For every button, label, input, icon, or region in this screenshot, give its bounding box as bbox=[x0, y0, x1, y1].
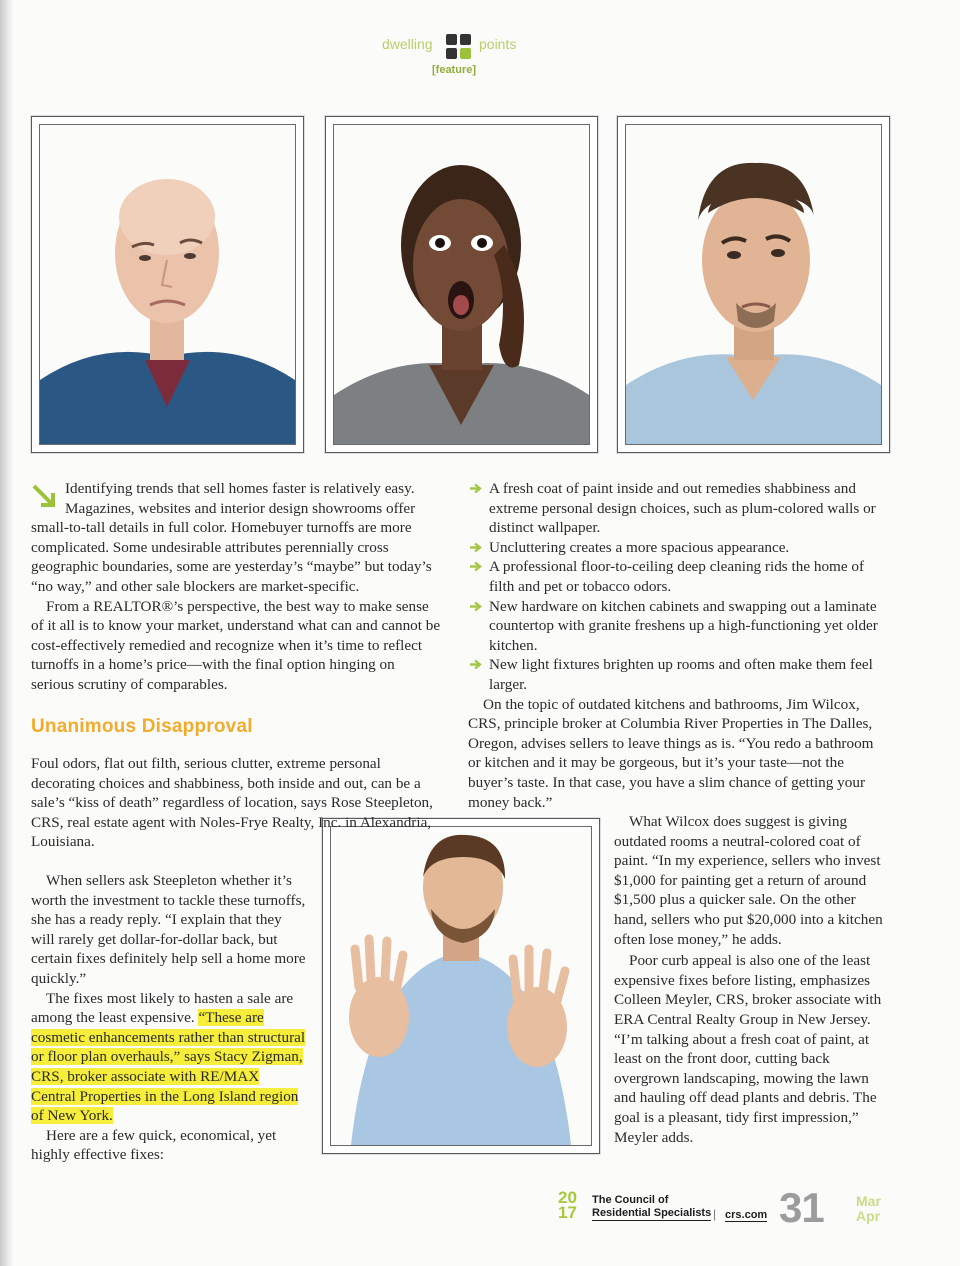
right-column bbox=[468, 479, 888, 812]
brand-right-text: points bbox=[479, 36, 517, 52]
footer-year-top: 20 bbox=[558, 1188, 577, 1207]
para-wilcox-suggest: What Wilcox does suggest is giving outdated rooms a neutral-colored coat of paint. “In my experience, sellers who invest $1,000 for painting get a return of around $1,500 plus a quicker sale. On the other hand, sellers who put $20,000 into a kitchen often lose money,” he adds. bbox=[614, 813, 883, 948]
man-rejecting-photo bbox=[331, 827, 591, 1145]
arrow-down-right-icon bbox=[31, 483, 59, 511]
surprised-woman-photo-frame bbox=[325, 116, 598, 453]
arrow-right-icon bbox=[469, 483, 483, 494]
highlighted-quote: “These are cosmetic enhancements rather than structural or floor plan overhauls,” says Stacy Zigman, CRS, broker associate with RE/MAX Central Properties in the Long Island region of New York. bbox=[31, 1009, 306, 1125]
intro-paragraph: Identifying trends that sell homes faster is relatively easy. Magazines, websites and interior design showrooms offer small-to-tall details in full color. Homebuyer turnoffs are more complicated. Some undesirable attributes perennially cross geographic boundaries, some are yesterday’s “maybe” but today’s “no way,” and other sale blockers are market-specific. bbox=[31, 480, 432, 595]
para-realtor: From a REALTOR®’s perspective, the best way to make sense of it all is to know your market, understand what can and cannot be cost-effectively remedied and recognize when it’s time to reflect turnoffs in a home’s price—with the final option hinging on serious scrutiny of comparables. bbox=[31, 597, 441, 693]
fix-list-item-text: A professional floor-to-ceiling deep cleaning rids the home of filth and pet or tobacco odors. bbox=[489, 558, 865, 595]
plus-logo-icon bbox=[446, 34, 473, 61]
subhead-unanimous-disapproval: Unanimous Disapproval bbox=[31, 715, 253, 737]
para-fixes: The fixes most likely to hasten a sale are among the least expensive. “These are cosmetic enhancements rather than structural or floor plan overhauls,” says Stacy Zigman, CRS, broker associate with RE/MAX Central Properties in the Long Island region of New York. bbox=[31, 989, 306, 1125]
footer bbox=[558, 1184, 898, 1240]
bald-man-photo bbox=[40, 125, 295, 444]
frowning-man-photo bbox=[626, 125, 881, 444]
section-tag: [feature] bbox=[432, 64, 477, 76]
page-spine-shadow bbox=[0, 0, 14, 1266]
footer-month-top: Mar bbox=[856, 1193, 881, 1209]
page-number: 31 bbox=[779, 1184, 824, 1231]
left-column bbox=[31, 479, 441, 736]
arrow-right-icon bbox=[469, 542, 483, 553]
para-quick-fixes: Here are a few quick, economical, yet highly effective fixes: bbox=[31, 1126, 277, 1164]
arrow-right-icon bbox=[469, 561, 483, 572]
arrow-right-icon bbox=[469, 601, 483, 612]
footer-org-line2: Residential Specialists bbox=[592, 1207, 712, 1219]
arrow-right-icon bbox=[469, 659, 483, 670]
right-column-narrow-lower bbox=[614, 812, 890, 1147]
fix-list-item bbox=[468, 597, 888, 656]
left-column-narrow bbox=[31, 871, 307, 1165]
footer-divider: | bbox=[713, 1207, 717, 1221]
fix-list-item bbox=[468, 655, 888, 694]
para-wilcox: On the topic of outdated kitchens and bathrooms, Jim Wilcox, CRS, principle broker at Columbia River Properties in The Dalles, Oregon, advises sellers to leave things as is. “You redo a bathroom or kitchen and it may be gorgeous, but it’s your taste—not the buyer’s taste. In that case, you have a slim chance of getting your money back.” bbox=[468, 695, 874, 811]
fix-list-item-text: A fresh coat of paint inside and out remedies shabbiness and extreme personal design choices, such as plum-colored walls or distinct wallpaper. bbox=[489, 480, 876, 537]
footer-year-bottom: 17 bbox=[558, 1203, 577, 1222]
frowning-man-photo-frame bbox=[617, 116, 890, 453]
fix-list-item-text: New hardware on kitchen cabinets and swapping out a laminate countertop with granite freshens up a high-functioning yet older kitchen. bbox=[489, 597, 878, 654]
section-header bbox=[380, 34, 530, 84]
surprised-woman-photo bbox=[334, 125, 589, 444]
fix-list-item bbox=[468, 538, 888, 558]
fix-list bbox=[468, 479, 888, 695]
left-column-upper bbox=[31, 754, 441, 852]
footer-month-bottom: Apr bbox=[856, 1208, 881, 1224]
footer-org-line1: The Council of bbox=[592, 1194, 669, 1206]
fix-list-item-text: New light fixtures brighten up rooms and often make them feel larger. bbox=[489, 656, 873, 693]
footer-url[interactable]: crs.com bbox=[725, 1209, 768, 1221]
para-steepleton: When sellers ask Steepleton whether it’s worth the investment to tackle these turnoffs, she has a ready reply. “I explain that they will rarely get dollar-for-dollar back, but certain fixes definitely help sell a home more quickly.” bbox=[31, 872, 306, 987]
fix-list-item bbox=[468, 479, 888, 538]
man-rejecting-photo-frame bbox=[322, 818, 600, 1154]
brand-left-text: dwelling bbox=[382, 36, 433, 52]
bald-man-photo-frame bbox=[31, 116, 304, 453]
para-foul-odors: Foul odors, flat out filth, serious clutter, extreme personal decorating choices and shabbiness, both inside and out, can be a sale’s “kiss of death” regardless of location, says Rose Steepleton, CRS, real estate agent with Noles-Frye Realty, Inc. in Alexandria, Louisiana. bbox=[31, 755, 433, 851]
para-curb-appeal: Poor curb appeal is also one of the least expensive fixes before listing, emphasizes Colleen Meyler, CRS, broker associate with ERA Central Realty Group in New Jersey. “I’m talking about a fresh coat of paint, at least on the front door, cutting back overgrown landscaping, mowing the lawn and hauling off dead plants and debris. The goal is a pleasant, tidy first impression,” Meyler adds. bbox=[614, 952, 882, 1146]
fix-list-item bbox=[468, 557, 888, 596]
fix-list-item-text: Uncluttering creates a more spacious appearance. bbox=[489, 538, 790, 556]
